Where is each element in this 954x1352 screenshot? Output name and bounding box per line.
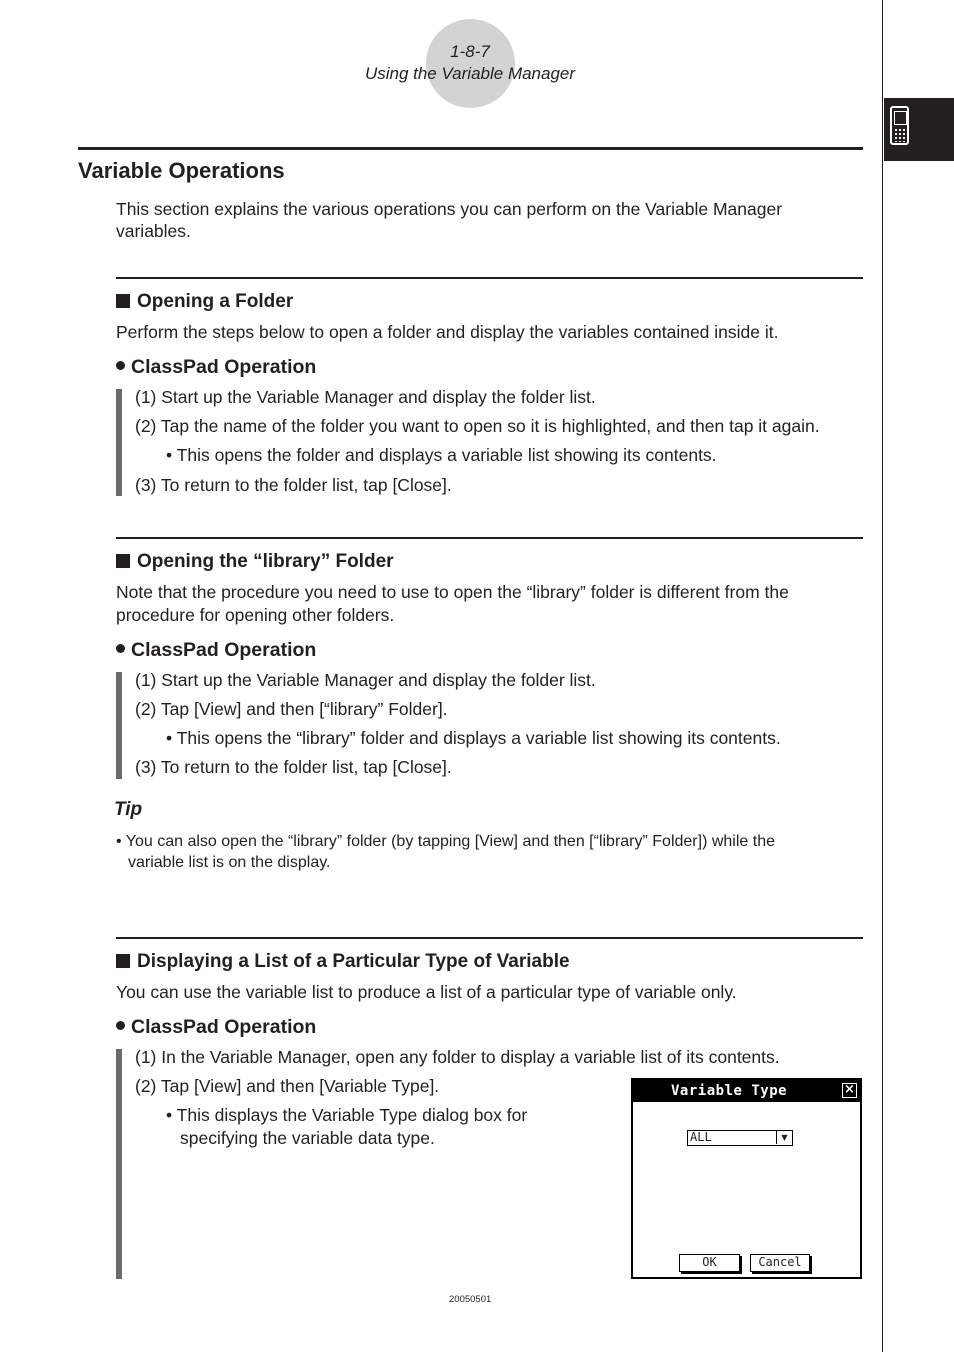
section-intro-line1: This section explains the various operations you can perform on the Variable Manager [116,199,783,219]
block2-step2: (2) Tap [View] and then [“library” Folder]. [135,699,448,719]
close-icon[interactable]: × [842,1083,857,1098]
bullet-dot-icon [116,644,125,653]
bullet-dot-icon [116,1021,125,1030]
block3-heading [116,951,570,973]
classpad-calculator-icon [890,106,909,145]
square-bullet-icon [116,954,130,968]
block2-steps-bar [116,672,122,779]
block1-step2: (2) Tap the name of the folder you want to open so it is highlighted, and then tap it again. [135,416,820,436]
block3-rule [116,937,863,939]
block2-step3: (3) To return to the folder list, tap [Close]. [135,757,452,777]
variable-type-dialog [631,1078,862,1279]
block2-step1: (1) Start up the Variable Manager and display the folder list. [135,670,596,690]
tip-line1: • You can also open the “library” folder (by tapping [View] and then [“library” Folder]) while the [116,833,775,850]
block3-op-text: ClassPad Operation [131,1016,317,1038]
block2-op-label [116,639,316,662]
section-rule [78,147,863,150]
block1-steps-bar [116,389,122,496]
block1-heading-text: Opening a Folder [137,291,294,312]
page-subtitle: Using the Variable Manager [364,64,576,83]
block3-step2-note-line1: • This displays the Variable Type dialog box for [166,1105,528,1125]
block3-steps-bar [116,1049,122,1279]
ok-button[interactable]: OK [679,1254,740,1272]
block1-op-text: ClassPad Operation [131,356,317,378]
block2-heading-text: Opening the “library” Folder [137,551,394,572]
dialog-title: Variable Type [633,1080,860,1102]
block1-rule [116,277,863,279]
cancel-button[interactable]: Cancel [750,1254,810,1272]
bullet-dot-icon [116,361,125,370]
margin-rule [882,0,883,1352]
block2-rule [116,537,863,539]
block1-step2-note: • This opens the folder and displays a variable list showing its contents. [166,445,717,465]
block3-step1: (1) In the Variable Manager, open any folder to display a variable list of its contents. [135,1047,780,1067]
block2-op-text: ClassPad Operation [131,639,317,661]
tip-line2: variable list is on the display. [128,854,331,871]
tip-label: Tip [114,799,143,820]
block3-op-label [116,1016,316,1039]
block3-desc: You can use the variable list to produce a list of a particular type of variable only. [116,982,737,1002]
section-intro-line2: variables. [116,221,191,241]
variable-type-value: ALL [690,1130,712,1144]
block2-desc-line1: Note that the procedure you need to use to open the “library” folder is different from the [116,582,789,602]
square-bullet-icon [116,554,130,568]
footer-code: 20050501 [449,1294,492,1305]
block3-step2-note-line2: specifying the variable data type. [180,1128,435,1148]
page-number: 1-8-7 [450,42,490,61]
block3-heading-text: Displaying a List of a Particular Type of Variable [137,951,570,972]
variable-type-select[interactable] [687,1130,793,1146]
block1-step1: (1) Start up the Variable Manager and display the folder list. [135,387,596,407]
block1-op-label [116,356,316,379]
chevron-down-icon[interactable]: ▼ [776,1131,792,1144]
block1-heading [116,291,293,313]
block2-step2-note: • This opens the “library” folder and displays a variable list showing its contents. [166,728,781,748]
block1-step3: (3) To return to the folder list, tap [Close]. [135,475,452,495]
block2-heading [116,551,394,573]
square-bullet-icon [116,294,130,308]
block2-desc-line2: procedure for opening other folders. [116,605,395,625]
block1-desc: Perform the steps below to open a folder and display the variables contained inside it. [116,322,779,342]
section-title: Variable Operations [78,158,285,183]
block3-step2: (2) Tap [View] and then [Variable Type]. [135,1076,440,1096]
